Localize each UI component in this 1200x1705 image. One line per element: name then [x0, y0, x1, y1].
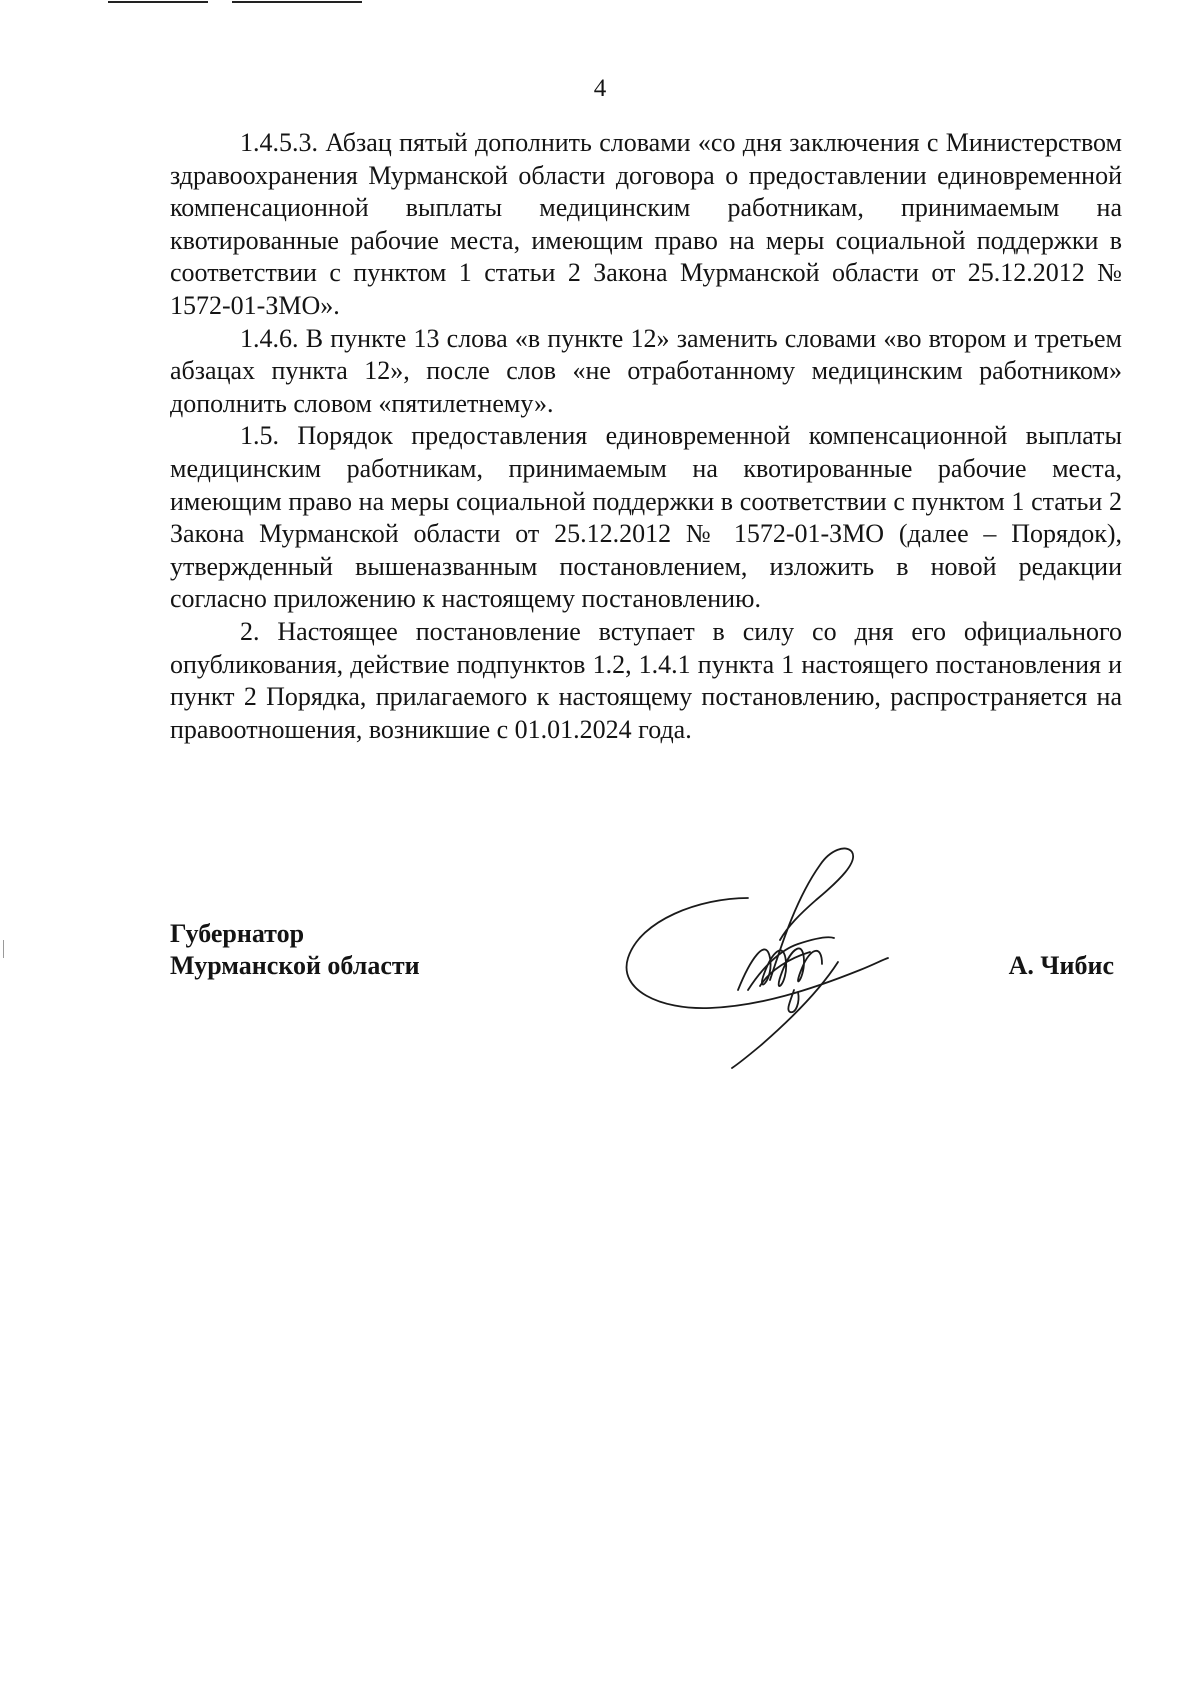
handwritten-signature — [620, 840, 910, 1080]
paragraph-1-4-6: 1.4.6. В пункте 13 слова «в пункте 12» заменить словами «во втором и третьем абзацах пункта 12», после слов «не отработанному медицинским работником» дополнить словом «пятилетнему». — [170, 323, 1122, 418]
signatory-name: А. Чибис — [1008, 951, 1114, 980]
signatory-title-line-1: Губернатор — [170, 919, 305, 948]
paragraph-1-4-5-3: 1.4.5.3. Абзац пятый дополнить словами «со дня заключения с Министерством здравоохранения Мурманской области договора о предоставлении единовременной компенсационной выплаты медицинским работникам, принимаемым на квотированные рабочие места, имеющим право на меры социальной поддержки в соответствии с пунктом 1 статьи 2 Закона Мурманской области от 25.12.2012 № 1572-01-ЗМО». — [170, 128, 1122, 320]
signatory-title-line-2: Мурманской области — [170, 951, 420, 980]
scan-margin-mark — [3, 940, 4, 958]
signatory-title — [170, 918, 420, 982]
paragraph-1-5: 1.5. Порядок предоставления единовременной компенсационной выплаты медицинским работникам, принимаемым на квотированные рабочие места, имеющим право на меры социальной поддержки в соответствии с пунктом 1 статьи 2 Закона Мурманской области от 25.12.2012 № 1572-01-ЗМО (далее – Порядок), утвержденный вышеназванным постановлением, изложить в новой редакции согласно приложению к настоящему постановлению. — [170, 421, 1122, 614]
page-number: 4 — [593, 75, 607, 102]
paragraph-2: 2. Настоящее постановление вступает в силу со дня его официального опубликования, действие подпунктов 1.2, 1.4.1 пункта 1 настоящего постановления и пункт 2 Порядка, прилагаемого к настоящему постановлению, распространяется на правоотношения, возникшие с 01.01.2024 года. — [170, 616, 1122, 744]
document-body — [170, 127, 1122, 746]
scan-edge-marks — [0, 0, 1200, 10]
